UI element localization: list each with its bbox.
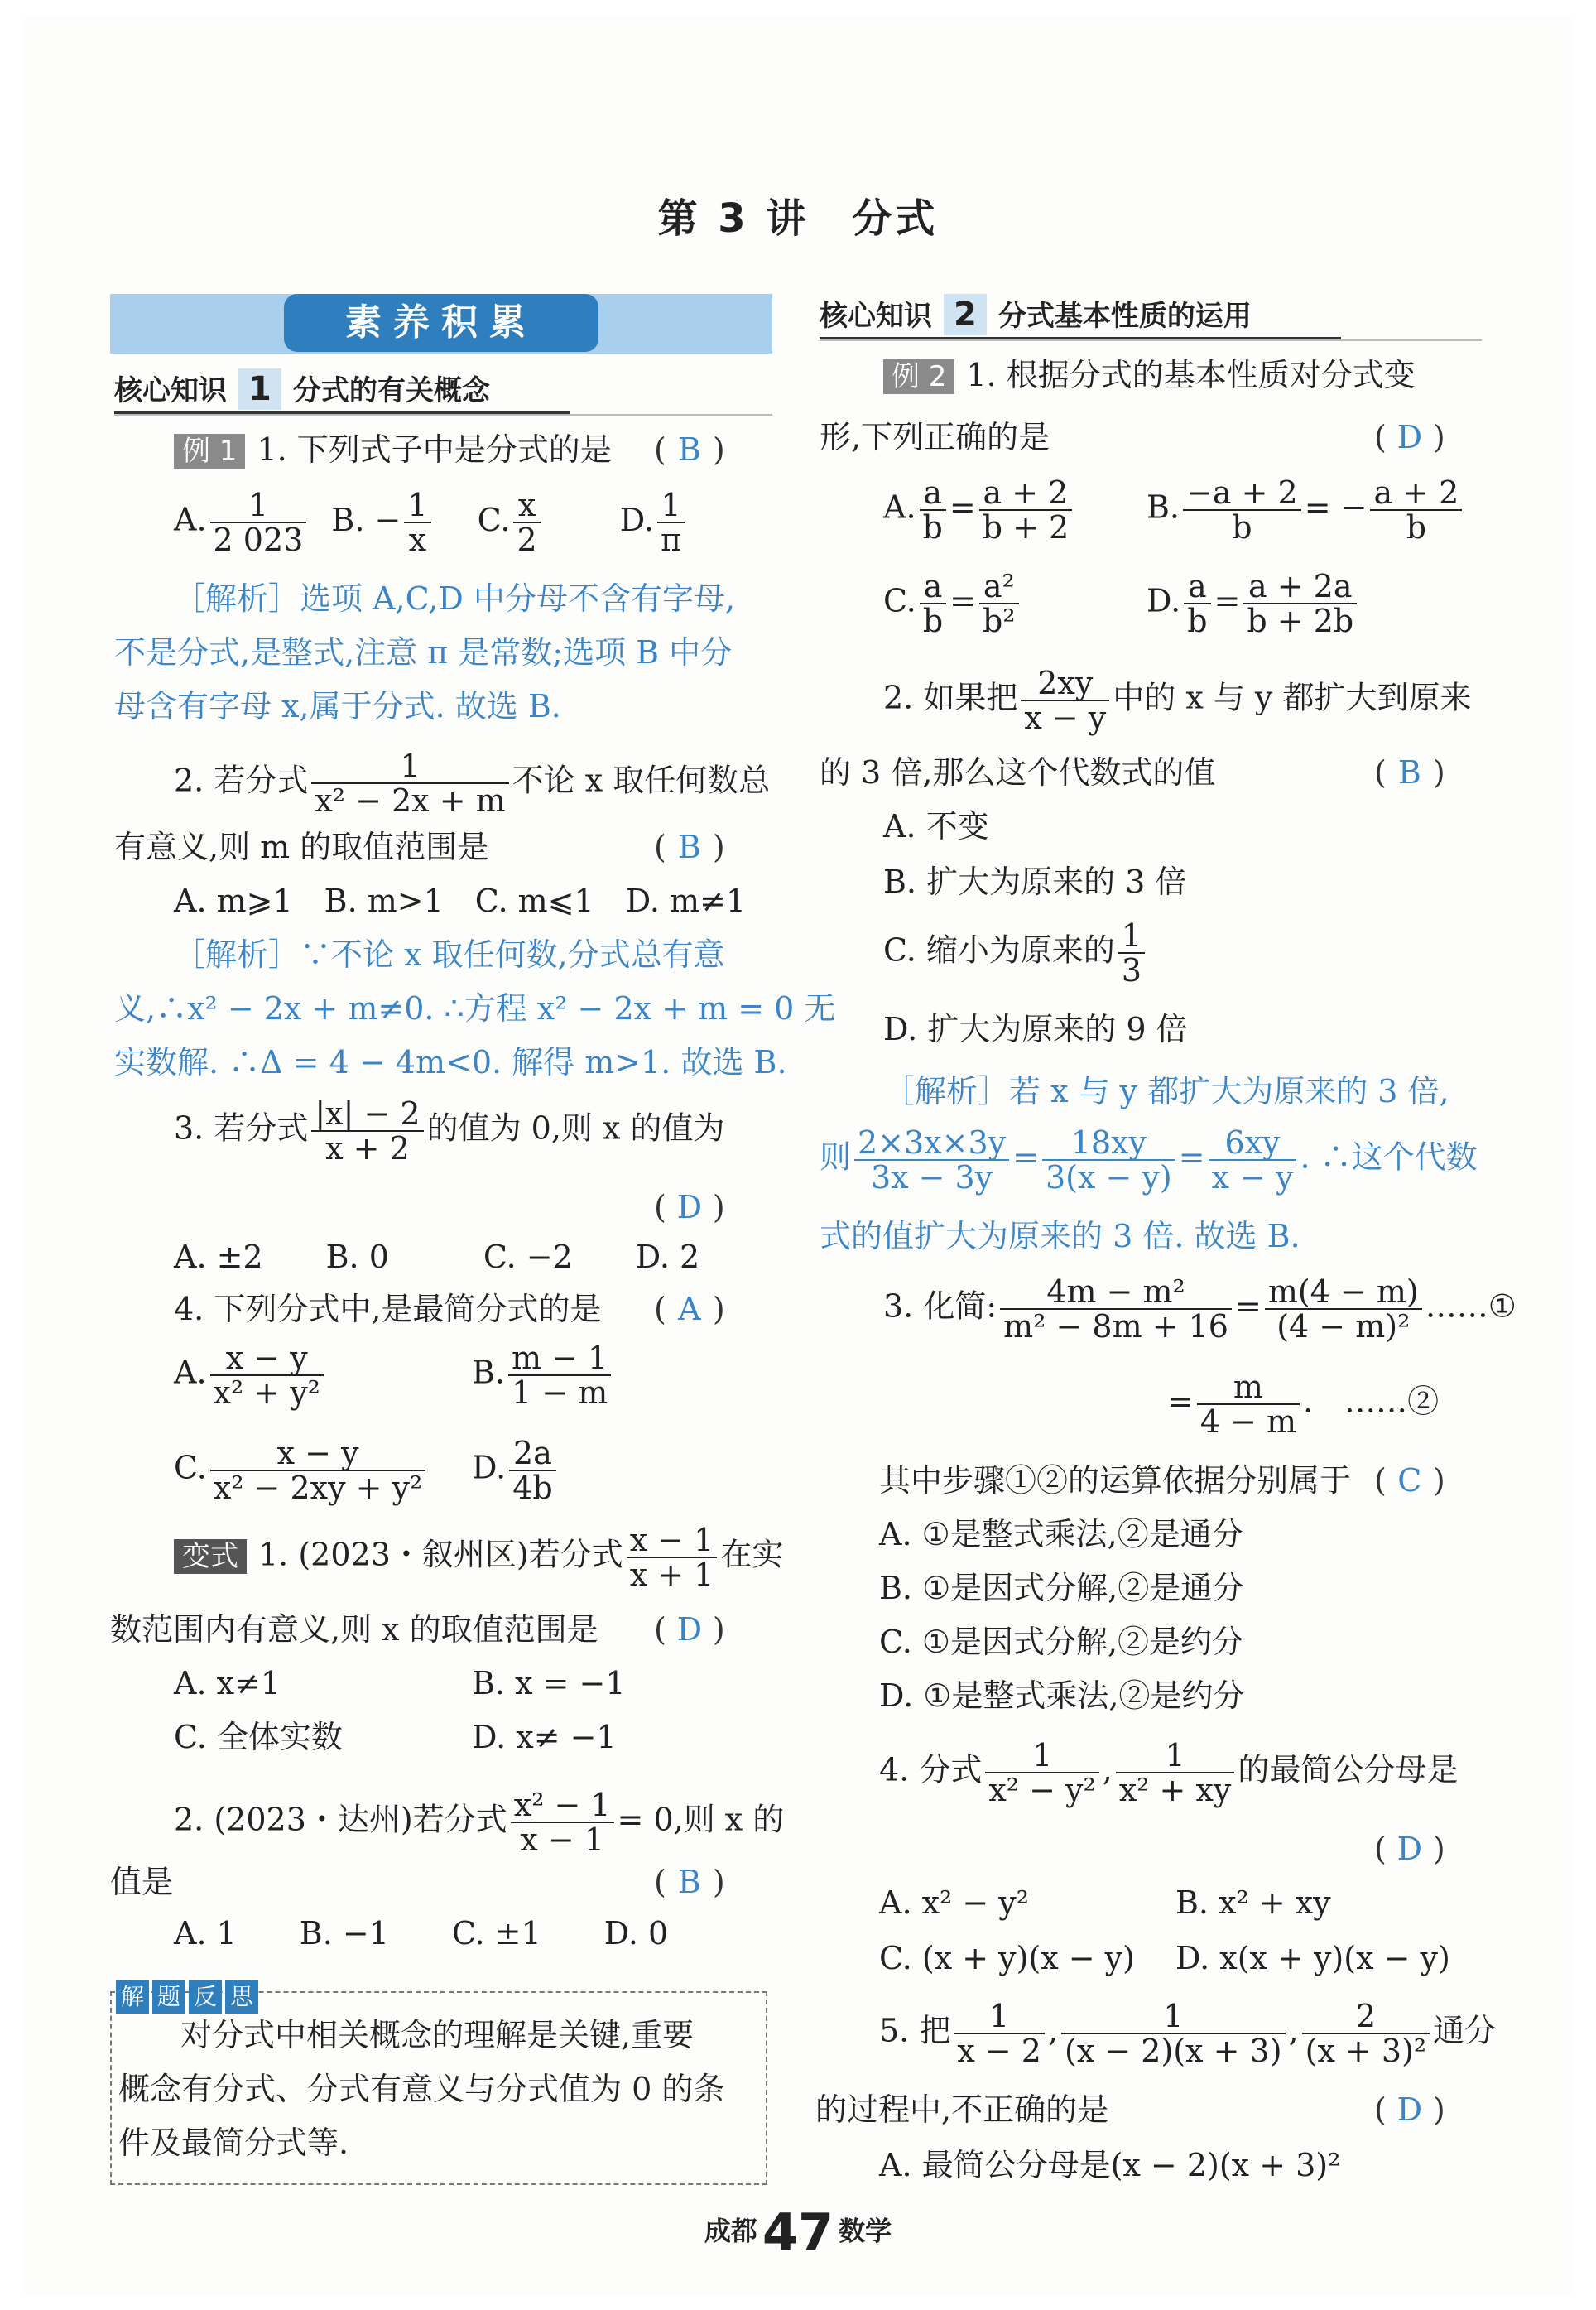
denominator: x² − y² xyxy=(988,1772,1096,1808)
fraction xyxy=(1243,570,1357,638)
numerator: 1 xyxy=(1116,1739,1235,1773)
reflection-tag-char: 思 xyxy=(225,1980,258,2014)
option-label: C. xyxy=(883,582,916,619)
numerator: 4m − m² xyxy=(1000,1275,1232,1310)
numerator: a² xyxy=(979,570,1019,604)
example1-q4-option-d xyxy=(472,1437,560,1504)
analysis-line: ［解析］选项 A,C,D 中分母不含有字母, xyxy=(174,580,736,617)
variant1-q1-option-b: B. x = −1 xyxy=(472,1665,626,1701)
numerator: a xyxy=(920,476,946,511)
answer-value: B xyxy=(1397,754,1421,791)
option-label: A. xyxy=(883,488,916,526)
fraction xyxy=(1209,1126,1297,1194)
answer-value: B xyxy=(677,431,701,468)
step-marker: . ……② xyxy=(1303,1383,1440,1420)
answer-slot: ( C ) xyxy=(1374,1462,1445,1499)
answer-slot: ( D ) xyxy=(654,1611,725,1648)
numerator: a xyxy=(1184,570,1210,604)
option-label: C. xyxy=(174,1449,207,1486)
answer-slot: ( B ) xyxy=(654,1864,725,1900)
fraction xyxy=(1021,667,1109,734)
example-tag: 例 2 xyxy=(883,359,954,394)
numerator: x − y xyxy=(210,1341,324,1376)
denominator: x − y xyxy=(1024,700,1107,736)
example2-q1-option-d: D. $\frac{a}{b}$ = $\frac{a + 2a}{b + 2b}$ xyxy=(1147,570,1360,638)
reflection-tag-char: 题 xyxy=(152,1980,185,2014)
denominator: x − 1 xyxy=(520,1822,604,1858)
answer-slot: ( D ) xyxy=(1374,419,1445,455)
core-topic: 分式的有关概念 xyxy=(292,374,490,407)
denominator: b xyxy=(1232,509,1252,546)
numerator: 1 xyxy=(985,1739,1098,1773)
fraction xyxy=(1061,2000,1286,2067)
option-label: C. xyxy=(477,501,511,538)
denominator: 3x − 3y xyxy=(870,1159,993,1196)
fraction xyxy=(1183,476,1301,544)
answer-slot: ( D ) xyxy=(1374,1831,1445,1867)
numerator: x − 1 xyxy=(627,1523,718,1558)
numerator: m(4 − m) xyxy=(1265,1275,1422,1310)
example1-q4-option-b xyxy=(472,1341,614,1409)
analysis-line: 不是分式,是整式,注意 π 是常数;选项 B 中分 xyxy=(114,634,733,671)
denominator: 4 − m xyxy=(1199,1403,1297,1440)
fraction xyxy=(979,476,1073,544)
option-label: D. xyxy=(1147,582,1181,619)
fraction xyxy=(979,570,1019,638)
question-text: 5. 把 xyxy=(879,2012,951,2049)
analysis-line: 义,∴x² − 2x + m≠0. ∴方程 x² − 2x + m = 0 无 xyxy=(114,990,836,1027)
variant-tag: 变式 xyxy=(174,1539,247,1574)
core-knowledge-2-header xyxy=(820,294,1341,339)
numerator: a + 2a xyxy=(1243,570,1357,604)
denominator: (x + 3)² xyxy=(1305,2033,1427,2069)
denominator: b + 2b xyxy=(1247,603,1354,639)
numerator: 1 xyxy=(210,488,307,523)
example1-q3 xyxy=(174,1097,725,1165)
example2-q5-option-a: A. 最简公分母是(x − 2)(x + 3)² xyxy=(879,2147,1341,2183)
variant1-q2-line2: 值是 xyxy=(110,1864,174,1900)
denominator: 3(x − y) xyxy=(1045,1159,1172,1196)
variant1-q1 xyxy=(174,1523,783,1591)
reflection-line: 对分式中相关概念的理解是关键,重要 xyxy=(180,2017,695,2053)
denominator: x − y xyxy=(1211,1159,1294,1196)
example2-q2-option-c xyxy=(883,919,1148,987)
numerator: −a + 2 xyxy=(1183,476,1301,511)
question-text: 中的 x 与 y 都扩大到原来 xyxy=(1113,679,1472,716)
option-label: D. xyxy=(472,1449,507,1486)
page-title: 第 3 讲 分式 xyxy=(657,195,939,242)
numerator: a + 2 xyxy=(979,476,1073,511)
example2-q3-option-c: C. ①是因式分解,②是约分 xyxy=(879,1624,1244,1660)
fraction xyxy=(1265,1275,1422,1343)
example2-q3-option-a: A. ①是整式乘法,②是通分 xyxy=(879,1516,1243,1552)
denominator: b xyxy=(1187,603,1208,639)
example2-q2-option-a: A. 不变 xyxy=(883,808,989,845)
numerator: a xyxy=(920,570,946,604)
core-label: 核心知识 xyxy=(114,374,227,407)
answer-value: B xyxy=(677,829,701,865)
numerator: 2a xyxy=(509,1437,556,1471)
answer-value: D xyxy=(676,1611,703,1648)
denominator: x² + xy xyxy=(1118,1772,1232,1808)
example2-q3-step2: = $\frac{m}{4 - m}$ . ……② xyxy=(1167,1369,1440,1440)
question-text: 通分 xyxy=(1433,2012,1497,2049)
numerator: m − 1 xyxy=(508,1341,611,1376)
example1-q2-line2: 有意义,则 m 的取值范围是 xyxy=(114,829,489,865)
page-number: 47 xyxy=(762,2202,834,2263)
numerator: 1 xyxy=(404,488,430,523)
fraction xyxy=(920,476,946,544)
fraction xyxy=(1370,476,1462,544)
fraction xyxy=(1302,2000,1430,2067)
step-marker: ……① xyxy=(1425,1287,1517,1325)
fraction xyxy=(509,1437,556,1504)
example1-q4-option-a xyxy=(174,1341,327,1409)
denominator: b xyxy=(922,509,943,546)
fraction xyxy=(513,488,540,556)
variant1-q1-option-d: D. x≠ −1 xyxy=(472,1719,617,1755)
core-number: 2 xyxy=(944,294,987,335)
answer-value: A xyxy=(678,1291,701,1327)
core-topic: 分式基本性质的运用 xyxy=(997,300,1252,333)
analysis-line: 则 $\frac{2\times 3x\times 3y}{3x - 3y}$ = $\frac{18xy}{3(x - y)}$ = $\frac{6xy}{x - y}$ . ∴这个代数 xyxy=(820,1124,1478,1196)
section-banner xyxy=(110,294,772,354)
numerator: 2 xyxy=(1302,2000,1430,2034)
fraction xyxy=(1042,1126,1175,1194)
numerator: x xyxy=(513,488,540,523)
denominator: 4b xyxy=(512,1470,553,1506)
numerator: 1 xyxy=(311,749,508,784)
denominator: (4 − m)² xyxy=(1276,1308,1411,1345)
denominator: 1 − m xyxy=(512,1374,608,1411)
reflection-line: 概念有分式、分式有意义与分式值为 0 的条 xyxy=(118,2071,725,2107)
question-text: 1. (2023・叙州区)若分式 xyxy=(258,1536,623,1573)
denominator: 3 xyxy=(1121,952,1142,989)
answer-slot: ( B ) xyxy=(654,829,725,865)
example2-q3: 3. 化简: $\frac{\text{4m − m²}}{\text{m² − 8m + 16}}$ = $\frac{m(4 - m)}{\text{(4 − m)²}}$ ……① xyxy=(883,1273,1517,1345)
question-text: 3. 化简: xyxy=(883,1287,997,1325)
divider xyxy=(114,414,772,416)
example2-q4: 4. 分式 $\frac{1}{\text{x² − y²}}$ , $\frac{1}{\text{x² + xy}}$ 的最简公分母是 xyxy=(879,1737,1459,1808)
question-text: 2. 如果把 xyxy=(883,679,1018,716)
example2-q1-option-c: C. $\frac{a}{b}$ = $\frac{\text{a²}}{\text{b²}}$ xyxy=(883,570,1022,638)
numerator: x² − 1 xyxy=(511,1788,614,1823)
answer-value: D xyxy=(676,1189,703,1225)
question-text: 1. 根据分式的基本性质对分式变 xyxy=(966,357,1416,393)
fraction xyxy=(1197,1370,1300,1438)
answer-slot: ( D ) xyxy=(654,1189,725,1225)
answer-value: C xyxy=(1397,1462,1422,1499)
example1-q2 xyxy=(174,749,770,817)
denominator: b xyxy=(922,603,944,639)
option-label: A. xyxy=(174,501,207,538)
denominator: x² + y² xyxy=(213,1374,320,1411)
numerator: 6xy xyxy=(1209,1126,1297,1161)
question-text: 在实 xyxy=(720,1536,784,1573)
page-footer xyxy=(0,2202,1596,2263)
denominator: x² − 2xy + y² xyxy=(213,1470,423,1506)
fraction xyxy=(404,488,430,556)
example1-q4: 4. 下列分式中,是最简分式的是 xyxy=(174,1291,602,1327)
example2-q4-option-b: B. x² + xy xyxy=(1175,1884,1331,1921)
question-text: 3. 若分式 xyxy=(174,1109,309,1147)
example2-q5-line2: 的过程中,不正确的是 xyxy=(815,2091,1109,2128)
example1-q3-options: A. ±2 B. 0 C. −2 D. 2 xyxy=(174,1239,700,1275)
numerator: 1 xyxy=(954,2000,1045,2034)
example2-q3-option-d: D. ①是整式乘法,②是约分 xyxy=(879,1677,1245,1714)
variant1-q1-option-c: C. 全体实数 xyxy=(174,1719,343,1755)
fraction xyxy=(210,1437,425,1504)
example1-q2-options: A. m⩾1 B. m>1 C. m⩽1 D. m≠1 xyxy=(174,883,747,919)
example2-q3-option-b: B. ①是因式分解,②是通分 xyxy=(879,1570,1244,1606)
answer-slot: ( D ) xyxy=(1374,2091,1445,2128)
fraction xyxy=(1118,919,1145,987)
option-label: C. 缩小为原来的 xyxy=(883,931,1115,969)
fraction xyxy=(511,1788,614,1856)
fraction xyxy=(210,1341,324,1409)
example2-q2-option-d: D. 扩大为原来的 9 倍 xyxy=(883,1011,1188,1047)
question-text: 2. 若分式 xyxy=(174,762,309,799)
reflection-tag xyxy=(116,1980,262,2014)
analysis-text: . ∴这个代数 xyxy=(1300,1138,1478,1176)
answer-value: D xyxy=(1396,2091,1423,2128)
numerator: |x| − 2 xyxy=(311,1097,423,1132)
answer-value: D xyxy=(1396,419,1423,455)
answer-slot: ( B ) xyxy=(654,431,725,468)
example1-q1-options xyxy=(174,488,688,556)
core-number: 1 xyxy=(238,368,281,410)
question-text: = 0,则 x 的 xyxy=(617,1801,785,1838)
answer-slot: ( A ) xyxy=(654,1291,725,1327)
question-text: 不论 x 取任何数总 xyxy=(512,762,771,799)
example2-q2-line2: 的 3 倍,那么这个代数式的值 xyxy=(820,754,1216,791)
analysis-line: ［解析］若 x 与 y 都扩大为原来的 3 倍, xyxy=(883,1073,1449,1109)
example2-q1 xyxy=(883,356,1416,394)
denominator: b + 2 xyxy=(982,509,1070,546)
fraction xyxy=(1000,1275,1232,1343)
example2-q4-option-d: D. x(x + y)(x − y) xyxy=(1175,1940,1450,1976)
denominator: x xyxy=(408,522,427,558)
analysis-line: ［解析］∵不论 x 取任何数,分式总有意 xyxy=(174,936,725,973)
option-label: B. − xyxy=(331,501,401,538)
reflection-line: 件及最简分式等. xyxy=(118,2125,349,2161)
reflection-tag-char: 反 xyxy=(189,1980,222,2014)
example2-q3-line3: 其中步骤①②的运算依据分别属于 xyxy=(879,1462,1352,1499)
option-label: A. xyxy=(174,1354,207,1391)
fraction xyxy=(1116,1739,1235,1807)
question-text: 的最简公分母是 xyxy=(1238,1751,1459,1788)
footer-city: 成都 xyxy=(704,2215,757,2247)
answer-value: D xyxy=(1396,1831,1423,1867)
example2-q1-option-a: A. $\frac{a}{b}$ = $\frac{a + 2}{b + 2}$ xyxy=(883,476,1075,544)
answer-slot: ( B ) xyxy=(1374,754,1445,791)
numerator: 1 xyxy=(657,488,685,523)
numerator: 1 xyxy=(1118,919,1145,954)
numerator: 2xy xyxy=(1021,667,1109,701)
example2-q1-option-b: B. $\frac{-a + 2}{b}$ = − $\frac{a + 2}{b}$ xyxy=(1147,476,1465,544)
example2-q4-option-a: A. x² − y² xyxy=(879,1884,1029,1921)
denominator: x + 2 xyxy=(325,1130,410,1167)
reflection-tag-char: 解 xyxy=(116,1980,149,2014)
numerator: a + 2 xyxy=(1370,476,1462,511)
question-text: 1. 下列式子中是分式的是 xyxy=(257,431,612,468)
analysis-text: 则 xyxy=(820,1138,852,1176)
numerator: 18xy xyxy=(1042,1126,1175,1161)
variant1-q1-line2: 数范围内有意义,则 x 的取值范围是 xyxy=(110,1611,598,1648)
denominator: x − 2 xyxy=(957,2033,1041,2069)
example2-q2 xyxy=(883,667,1471,734)
fraction xyxy=(1184,570,1210,638)
core-knowledge-1-header xyxy=(114,368,570,414)
variant1-q2 xyxy=(174,1788,784,1856)
analysis-line: 母含有字母 x,属于分式. 故选 B. xyxy=(114,688,561,724)
option-label: D. xyxy=(619,501,654,538)
fraction xyxy=(210,488,307,556)
core-label: 核心知识 xyxy=(820,300,932,333)
example2-q1-line2: 形,下列正确的是 xyxy=(820,419,1050,455)
denominator: b² xyxy=(982,603,1016,639)
answer-value: B xyxy=(677,1864,701,1900)
denominator: b xyxy=(1406,509,1427,546)
fraction xyxy=(508,1341,611,1409)
question-text: 4. 分式 xyxy=(879,1751,983,1788)
option-label: B. xyxy=(1147,488,1180,526)
numerator: 1 xyxy=(1061,2000,1286,2034)
fraction xyxy=(854,1126,1009,1194)
example-tag: 例 1 xyxy=(174,434,245,469)
denominator: m² − 8m + 16 xyxy=(1003,1308,1228,1345)
variant1-q2-options: A. 1 B. −1 C. ±1 D. 0 xyxy=(174,1915,669,1951)
fraction xyxy=(657,488,685,556)
option-label: B. xyxy=(472,1354,506,1391)
example2-q2-option-b: B. 扩大为原来的 3 倍 xyxy=(883,864,1187,900)
divider xyxy=(820,339,1482,341)
fraction xyxy=(311,749,508,817)
numerator: m xyxy=(1197,1370,1300,1405)
numerator: x − y xyxy=(210,1437,425,1471)
example2-q5: 5. 把 $\frac{1}{x - 2}$ , $\frac{1}{(x - 2)(x + 3)}$ , $\frac{2}{\text{(x + 3)²}}$ 通分 xyxy=(879,1998,1497,2069)
footer-subject: 数学 xyxy=(839,2215,892,2247)
section-banner-label: 素养积累 xyxy=(284,294,598,352)
fraction xyxy=(627,1523,718,1591)
fraction xyxy=(311,1097,423,1165)
fraction xyxy=(920,570,946,638)
denominator: (x − 2)(x + 3) xyxy=(1065,2033,1282,2069)
question-text: 的值为 0,则 x 的值为 xyxy=(426,1109,725,1147)
fraction xyxy=(985,1739,1098,1807)
question-text: 2. (2023・达州)若分式 xyxy=(174,1801,507,1838)
example1-q1 xyxy=(174,431,612,469)
numerator: 2×3x×3y xyxy=(854,1126,1009,1161)
analysis-line: 实数解. ∴Δ = 4 − 4m<0. 解得 m>1. 故选 B. xyxy=(114,1044,787,1080)
denominator: x + 1 xyxy=(629,1557,714,1593)
analysis-line: 式的值扩大为原来的 3 倍. 故选 B. xyxy=(820,1218,1300,1254)
denominator: 2 023 xyxy=(213,522,304,558)
variant1-q1-option-a: A. x≠1 xyxy=(174,1665,281,1701)
denominator: π xyxy=(660,522,681,558)
denominator: 2 xyxy=(517,522,537,558)
fraction xyxy=(954,2000,1045,2067)
example1-q4-option-c xyxy=(174,1437,429,1504)
example2-q4-option-c: C. (x + y)(x − y) xyxy=(879,1940,1135,1976)
denominator: x² − 2x + m xyxy=(315,782,506,819)
